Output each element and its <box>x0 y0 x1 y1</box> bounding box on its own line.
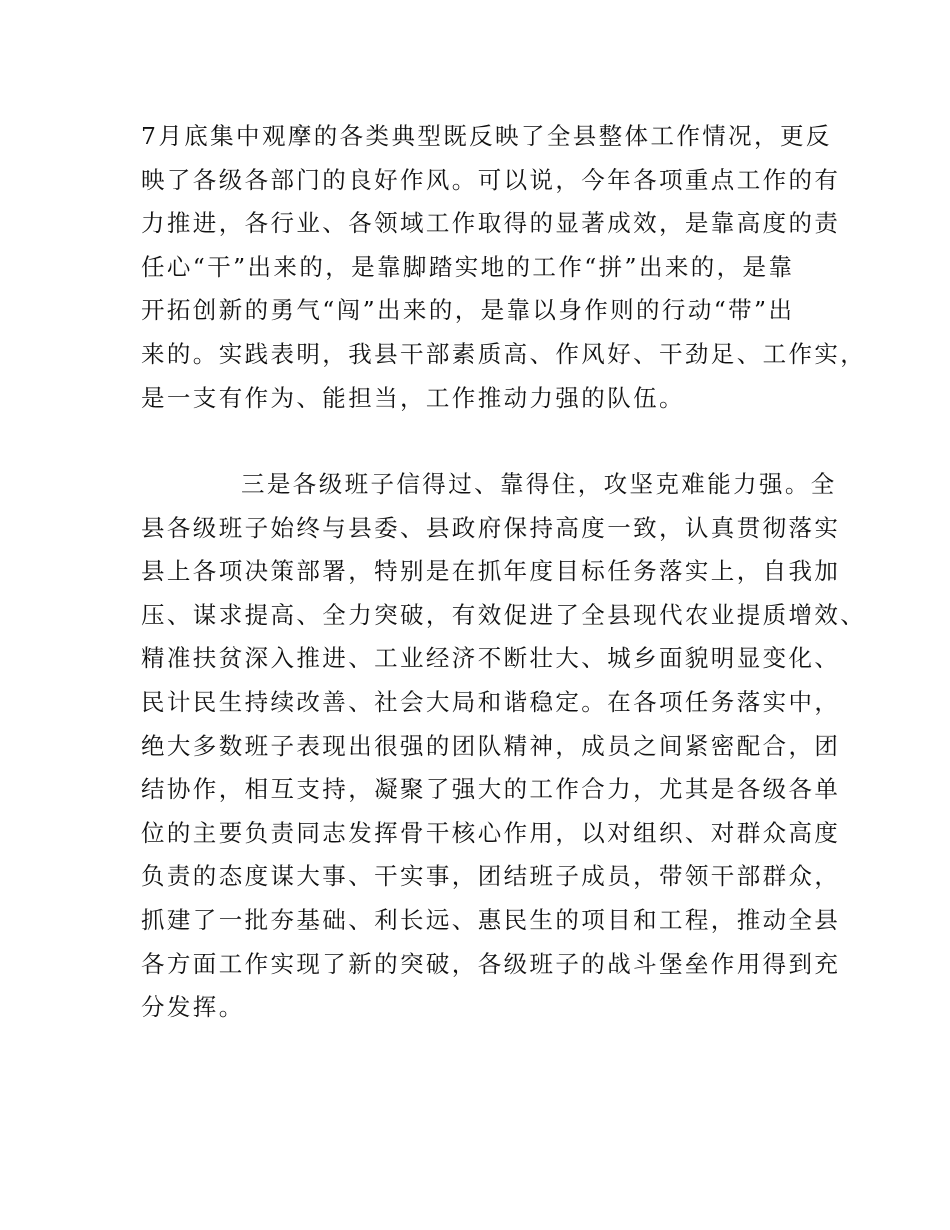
text-line: 县上各项决策部署，特别是在抓年度目标任务落实上，自我加 <box>141 557 841 586</box>
text-line: 结协作，相互支持，凝聚了强大的工作合力，尤其是各级各单 <box>141 775 841 804</box>
text-line: 绝大多数班子表现出很强的团队精神，成员之间紧密配合，团 <box>141 731 841 760</box>
text-line: 开拓创新的勇气“闯”出来的，是靠以身作则的行动“带”出 <box>141 296 795 325</box>
text-line: 分发挥。 <box>141 993 245 1022</box>
text-line: 是一支有作为、能担当，工作推动力强的队伍。 <box>141 383 685 412</box>
text-line: 任心“干”出来的，是靠脚踏实地的工作“拼”出来的，是靠 <box>141 252 795 281</box>
text-line: 映了各级各部门的良好作风。可以说，今年各项重点工作的有 <box>141 165 841 194</box>
text-line: 位的主要负责同志发挥骨干核心作用，以对组织、对群众高度 <box>141 818 841 847</box>
paragraph-work-style <box>141 115 867 420</box>
paragraph-lead-line: 三是各级班子信得过、靠得住，攻坚克难能力强。全 <box>241 470 837 498</box>
text-line: 抓建了一批夯基础、利长远、惠民生的项目和工程，推动全县 <box>141 905 841 934</box>
text-line: 县各级班子始终与县委、县政府保持高度一致，认真贯彻落实 <box>141 513 841 542</box>
text-line: 来的。实践表明，我县干部素质高、作风好、干劲足、工作实， <box>141 339 867 368</box>
paragraph-leadership-teams <box>141 463 867 1030</box>
text-line: 民计民生持续改善、社会大局和谐稳定。在各项任务落实中， <box>141 687 841 716</box>
text-line: 7月底集中观摩的各类典型既反映了全县整体工作情况，更反 <box>141 122 832 150</box>
text-line: 负责的态度谋大事、干实事，团结班子成员，带领干部群众， <box>141 862 841 891</box>
text-line: 力推进，各行业、各领域工作取得的显著成效，是靠高度的责 <box>141 209 841 238</box>
text-line: 精准扶贫深入推进、工业经济不断壮大、城乡面貌明显变化、 <box>141 644 841 673</box>
text-line: 各方面工作实现了新的突破，各级班子的战斗堡垒作用得到充 <box>141 949 841 978</box>
text-line: 压、谋求提高、全力突破，有效促进了全县现代农业提质增效、 <box>141 600 867 629</box>
